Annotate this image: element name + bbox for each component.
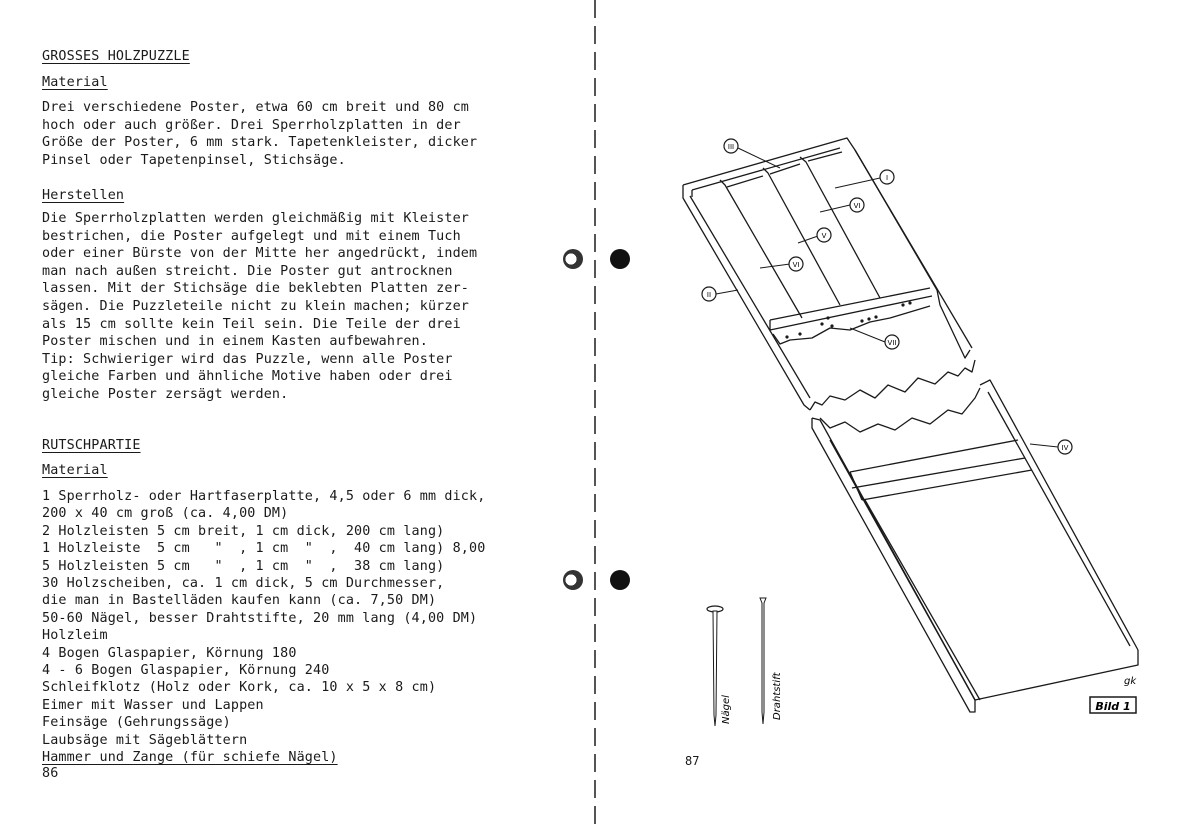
text-line: bestrichen, die Poster aufgelegt und mit einem Tuch (42, 228, 461, 244)
figure-label (724, 139, 738, 153)
text-line: Eimer mit Wasser und Lappen (42, 697, 264, 713)
figure-caption (1090, 697, 1136, 713)
text-line: Tip: Schwieriger wird das Puzzle, wenn alle Poster (42, 351, 453, 367)
figure-label (850, 198, 864, 212)
section2-title: RUTSCHPARTIE (42, 438, 141, 453)
wire-nail-label: Drahtstift (772, 672, 783, 720)
punch-hole (563, 570, 583, 590)
text-line: lassen. Mit der Stichsäge die beklebten Platten zer- (42, 281, 470, 297)
section2-material-heading: Material (42, 463, 108, 478)
text-line: 1 Sperrholz- oder Hartfaserplatte, 4,5 oder 6 mm dick, (42, 489, 486, 504)
text-line: gleiche Poster zersägt werden. (42, 387, 289, 402)
text-line: Schleifklotz (Holz oder Kork, ca. 10 x 5 x 8 cm) (42, 680, 437, 696)
text-line: Feinsäge (Gehrungssäge) (42, 715, 231, 731)
text-line: 5 Holzleisten 5 cm " , 1 cm " , 38 cm lang) (42, 558, 445, 574)
punch-hole (563, 249, 583, 269)
text-line: man nach außen streicht. Die Poster gut antrocknen (42, 263, 453, 279)
svg-text:VII: VII (887, 339, 897, 347)
text-line: 2 Holzleisten 5 cm breit, 1 cm dick, 200 cm lang) (42, 523, 445, 539)
svg-text:Bild 1: Bild 1 (1095, 700, 1131, 713)
svg-text:V: V (821, 232, 827, 240)
text-line: Laubsäge mit Sägeblättern (42, 732, 248, 748)
wire-nail-icon (760, 598, 783, 724)
svg-text:VI: VI (792, 261, 800, 269)
text-line: 4 Bogen Glaspapier, Körnung 180 (42, 645, 297, 661)
figure-label (885, 335, 899, 349)
svg-text:I: I (885, 174, 889, 182)
svg-text:II: II (706, 291, 712, 299)
text-line: Drei verschiedene Poster, etwa 60 cm breit und 80 cm (42, 100, 470, 115)
text-line: 1 Holzleiste 5 cm " , 1 cm " , 40 cm lang) 8,00 (42, 541, 486, 557)
text-line: oder einer Bürste von der Mitte her angedrückt, indem (42, 246, 478, 262)
figure-label (789, 257, 803, 271)
svg-text:IV: IV (1061, 444, 1069, 452)
svg-text:VI: VI (853, 202, 861, 210)
figure-label (817, 228, 831, 242)
text-line: Größe der Poster, 6 mm stark. Tapetenkleister, dicker (42, 135, 478, 151)
text-line: Hammer und Zange (für schiefe Nägel) (42, 750, 338, 765)
slide-illustration (596, 0, 1181, 828)
figure-label (1058, 440, 1072, 454)
nail-label: Nägel (721, 695, 732, 724)
svg-text:III: III (727, 143, 735, 151)
text-line: die man in Bastelläden kaufen kann (ca. 7,50 DM) (42, 593, 437, 609)
figure-label (702, 287, 716, 301)
text-line: 30 Holzscheiben, ca. 1 cm dick, 5 cm Durchmesser, (42, 576, 445, 591)
text-line: Holzleim (42, 628, 108, 644)
page-number-left: 86 (42, 766, 59, 781)
nail-icon (707, 606, 732, 726)
text-line: Pinsel oder Tapetenpinsel, Stichsäge. (42, 152, 346, 168)
right-page (596, 0, 1181, 828)
text-line: sägen. Die Puzzleteile nicht zu klein machen; kürzer (42, 299, 470, 314)
text-line: gleiche Farben und ähnliche Motive haben oder drei (42, 369, 453, 385)
text-line: Die Sperrholzplatten werden gleichmäßig mit Kleister (42, 211, 470, 226)
text-line: hoch oder auch größer. Drei Sperrholzplatten in der (42, 117, 461, 133)
text-line: 4 - 6 Bogen Glaspapier, Körnung 240 (42, 663, 330, 678)
text-line: 50-60 Nägel, besser Drahtstifte, 20 mm lang (4,00 DM) (42, 610, 478, 626)
page-number-right: 87 (685, 754, 700, 768)
text-line: als 15 cm sollte kein Teil sein. Die Teile der drei (42, 316, 461, 332)
section1-material-heading: Material (42, 75, 108, 90)
herstellen-heading: Herstellen (42, 188, 125, 203)
figure-label (880, 170, 894, 184)
left-page (0, 0, 590, 828)
section1-title: GROSSES HOLZPUZZLE (42, 49, 190, 64)
text-line: Poster mischen und in einem Kasten aufbewahren. (42, 334, 428, 350)
artist-signature: gk (1124, 676, 1137, 687)
text-line: 200 x 40 cm groß (ca. 4,00 DM) (42, 506, 289, 522)
